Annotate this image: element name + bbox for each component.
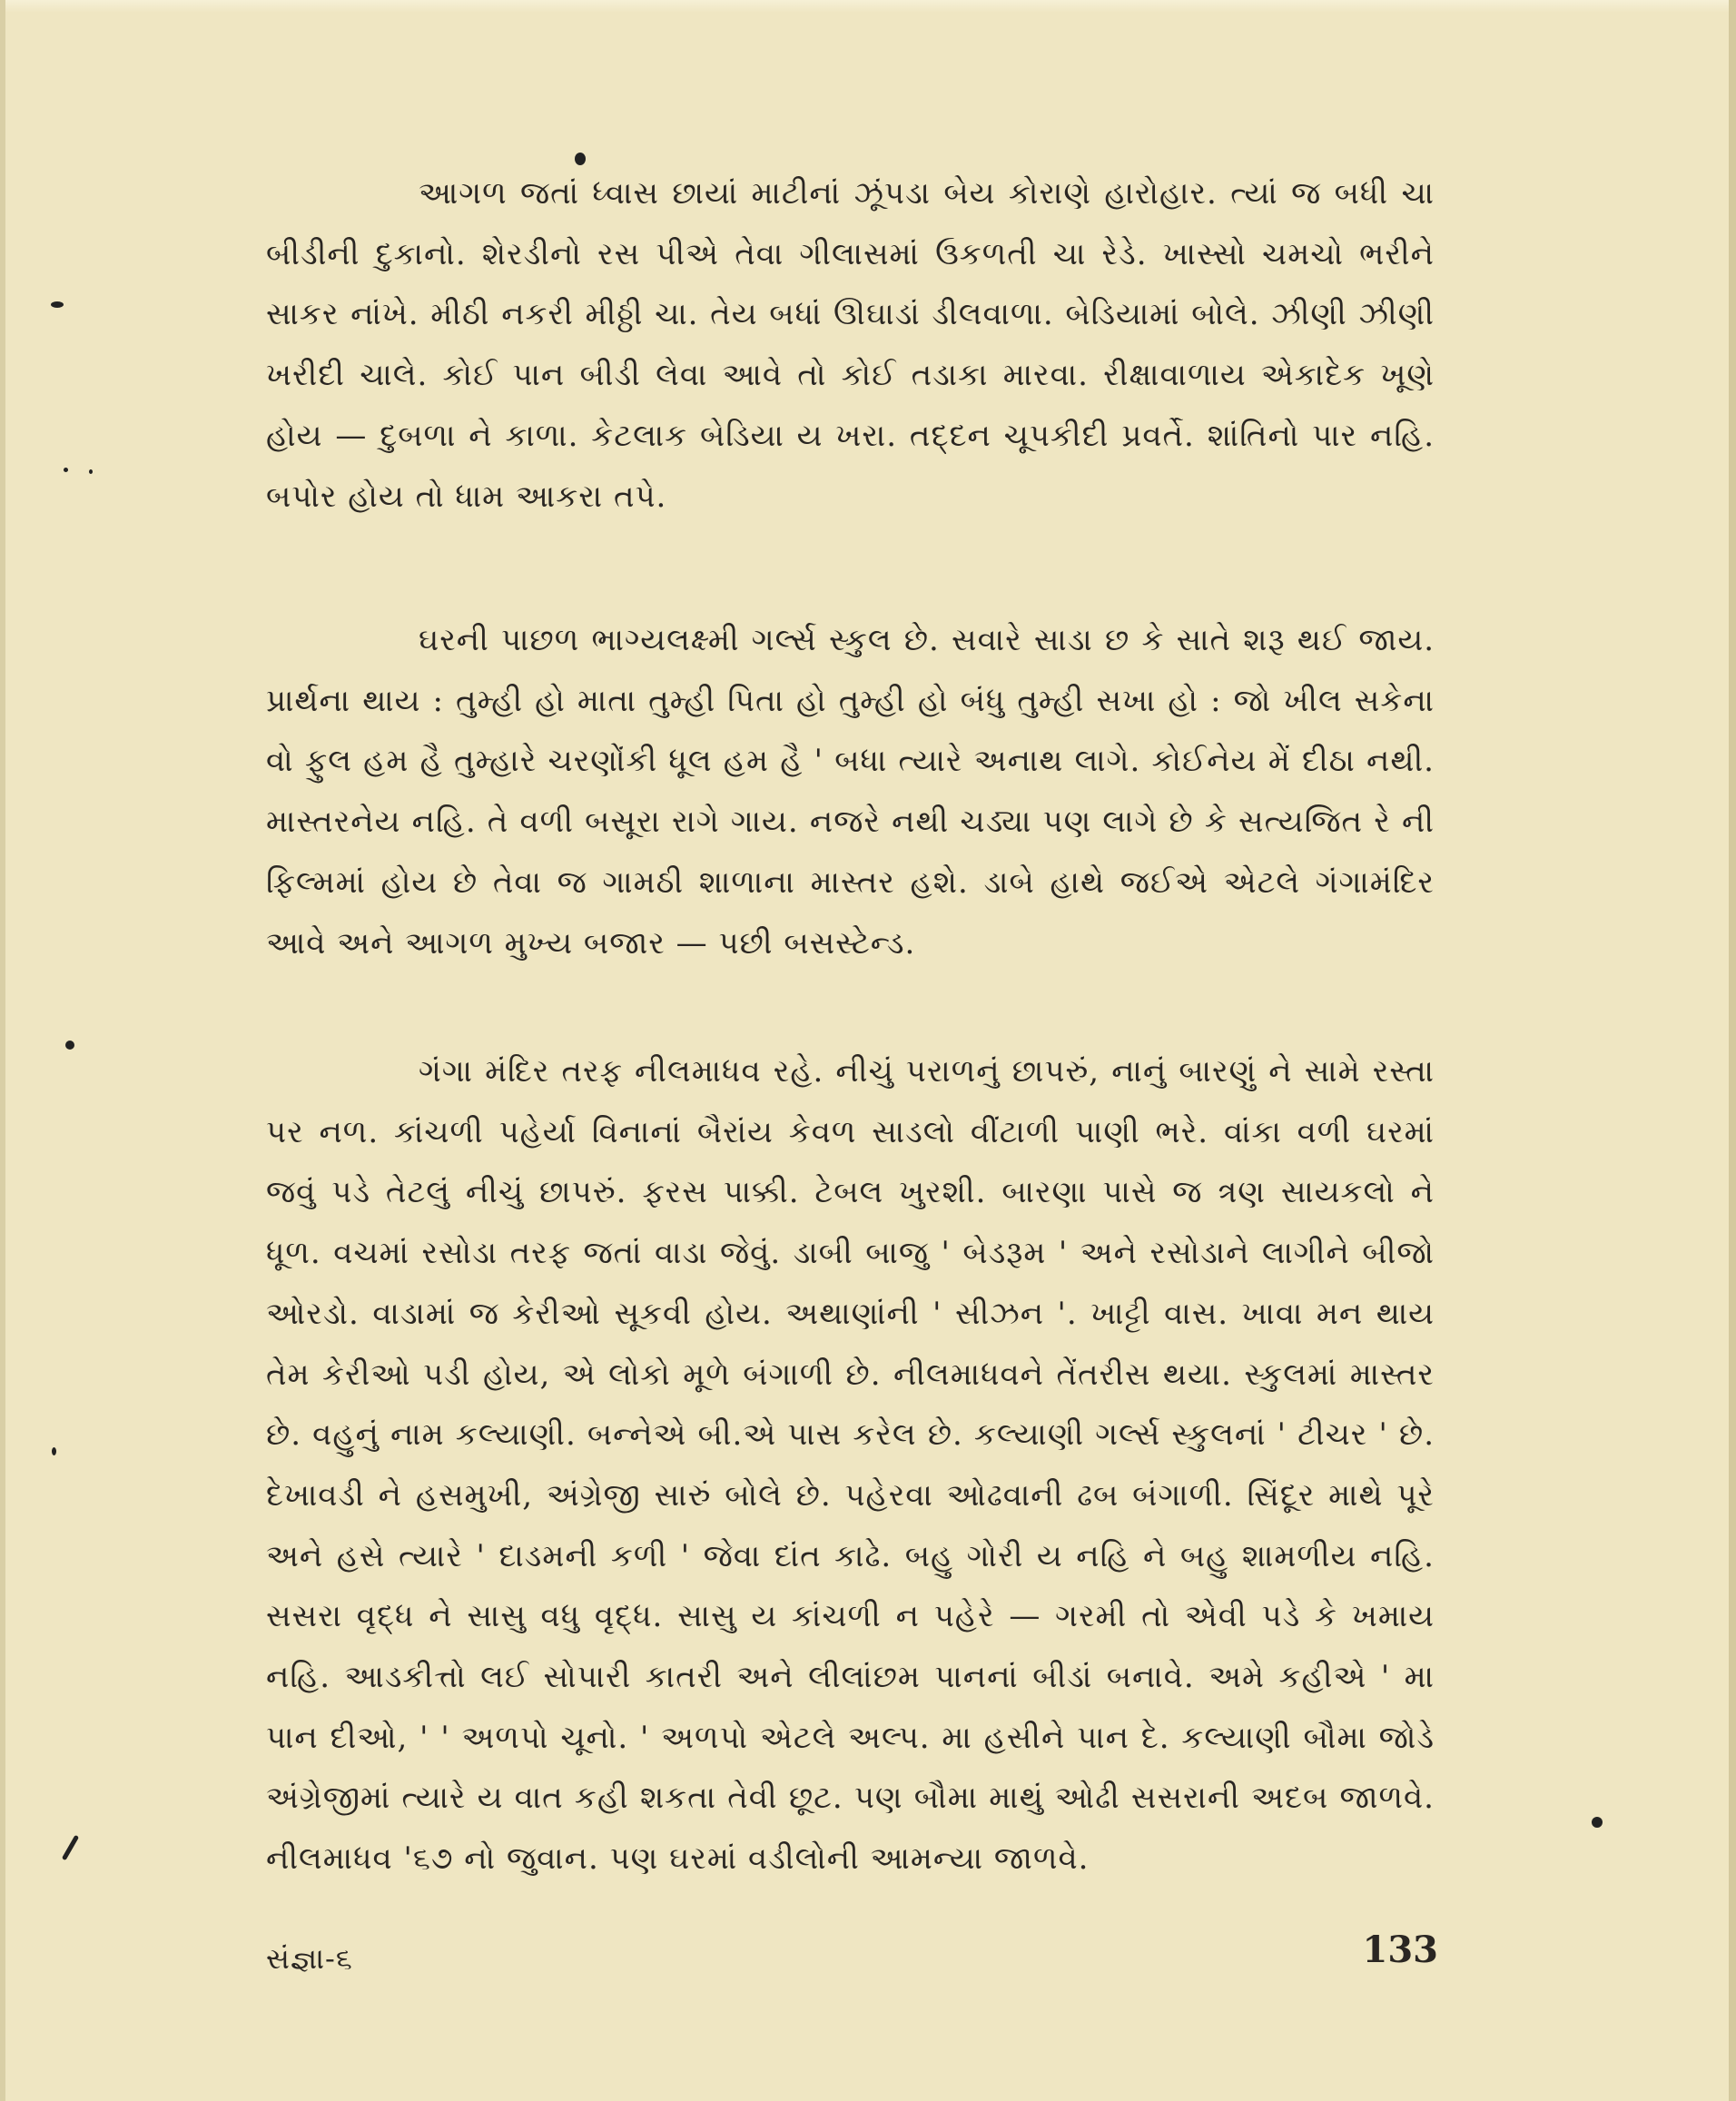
page-left-edge [0, 0, 5, 2101]
footer-signature: સંજ્ઞા-૬ [266, 1941, 353, 1976]
ink-speck-mark [52, 1447, 56, 1455]
paragraph-1: આગળ જતાં ધ્વાસ છાયાં માટીનાં ઝૂંપડા બેય કોરાણે હારોહાર. ત્યાં જ બધી ચા બીડીની દુકાનો. શેરડીનો રસ પીએ તેવા ગીલાસમાં ઉકળતી ચા રેડે. ખાસ્સો ચમચો ભરીને સાકર નાંખે. મીઠી નકરી મીઠ્ઠી ચા. તેય બધાં ઊઘાડાં ડીલવાળા. બેડિયામાં બોલે. ઝીણી ઝીણી ખરીદી ચાલે. કોઈ પાન બીડી લેવા આવે તો કોઈ તડાકા મારવા. રીક્ષાવાળાય એકાદેક ખૂણે હોય — દુબળા ને કાળા. કેટલાક બેડિયા ય ખરા. તદ્દન ચૂપકીદી પ્રવર્તે. શાંતિનો પાર નહિ. બપોર હોય તો ધામ આકરા તપે. [266, 175, 1435, 515]
ink-speck-mark [1592, 1817, 1603, 1828]
page-top-edge [0, 0, 1736, 13]
ink-speck-mark [65, 1041, 74, 1050]
paragraph-2-block [266, 610, 1435, 973]
paragraph-2: ઘરની પાછળ ભાગ્યલક્ષ્મી ગર્લ્સ સ્કુલ છે. સવારે સાડા છ કે સાતે શરૂ થઈ જાય. પ્રાર્થના થાય : તુમ્હી હો માતા તુમ્હી પિતા હો તુમ્હી હો બંધુ તુમ્હી સખા હો : જો ખીલ સકેના વો ફુલ હમ હૈ તુમ્હારે ચરણોંકી ધૂલ હમ હૈ ' બધા ત્યારે અનાથ લાગે. કોઈનેય મેં દીઠા નથી. માસ્તરનેય નહિ. તે વળી બસૂરા રાગે ગાય. નજરે નથી ચડ્યા પણ લાગે છે કે સત્યજિત રે ની ફિલ્મમાં હોય છે તેવા જ ગામઠી શાળાના માસ્તર હશે. ડાબે હાથે જઈએ એટલે ગંગામંદિર આવે અને આગળ મુખ્ય બજાર — પછી બસસ્ટેન્ડ. [266, 622, 1435, 962]
paragraph-1-block [266, 163, 1435, 527]
ink-speck-mark [64, 468, 68, 472]
page-right-edge [1729, 0, 1736, 2101]
ink-speck-mark [51, 301, 64, 308]
ink-speck-mark [89, 469, 93, 474]
ink-speck-mark [62, 1835, 79, 1860]
page-number: 133 [1362, 1928, 1438, 1971]
paragraph-3-block [266, 1041, 1435, 1889]
paragraph-3: ગંગા મંદિર તરફ નીલમાધવ રહે. નીચું પરાળનું છાપરું, નાનું બારણું ને સામે રસ્તા પર નળ. કાંચળી પહેર્યા વિનાનાં બૈરાંય કેવળ સાડલો વીંટાળી પાણી ભરે. વાંકા વળી ઘરમાં જવું પડે તેટલું નીચું છાપરું. ફરસ પાક્કી. ટેબલ ખુરશી. બારણા પાસે જ ત્રણ સાયકલો ને ધૂળ. વચમાં રસોડા તરફ જતાં વાડા જેવું. ડાબી બાજુ ' બેડરૂમ ' અને રસોડાને લાગીને બીજો ઓરડો. વાડામાં જ કેરીઓ સૂકવી હોય. અથાણાંની ' સીઝન '. ખાટ્ટી વાસ. ખાવા મન થાય તેમ કેરીઓ પડી હોય, એ લોકો મૂળે બંગાળી છે. નીલમાધવને તેંતરીસ થયા. સ્કુલમાં માસ્તર છે. વહુનું નામ કલ્યાણી. બન્નેએ બી.એ પાસ કરેલ છે. કલ્યાણી ગર્લ્સ સ્કુલનાં ' ટીચર ' છે. દેખાવડી ને હસમુખી, અંગ્રેજી સારું બોલે છે. પહેરવા ઓઢવાની ઢબ બંગાળી. સિંદૂર માથે પૂરે અને હસે ત્યારે ' દાડમની કળી ' જેવા દાંત કાઢે. બહુ ગોરી ય નહિ ને બહુ શામળીય નહિ. સસરા વૃદ્ધ ને સાસુ વધુ વૃદ્ધ. સાસુ ય કાંચળી ન પહેરે — ગરમી તો એવી પડે કે ખમાય નહિ. આડકીત્તો લઈ સોપારી કાતરી અને લીલાંછમ પાનનાં બીડાં બનાવે. અમે કહીએ ' મા પાન દીઓ, ' ' અળપો ચૂનો. ' અળપો એટલે અલ્પ. મા હસીને પાન દે. કલ્યાણી બૌમા જોડે અંગ્રેજીમાં ત્યારે ય વાત કહી શકતા તેવી છૂટ. પણ બૌમા માથું ઓઢી સસરાની અદબ જાળવે. નીલમાધવ '૬૭ નો જુવાન. પણ ઘરમાં વડીલોની આમન્યા જાળવે. [266, 1053, 1435, 1878]
ink-speck-mark [575, 153, 586, 165]
